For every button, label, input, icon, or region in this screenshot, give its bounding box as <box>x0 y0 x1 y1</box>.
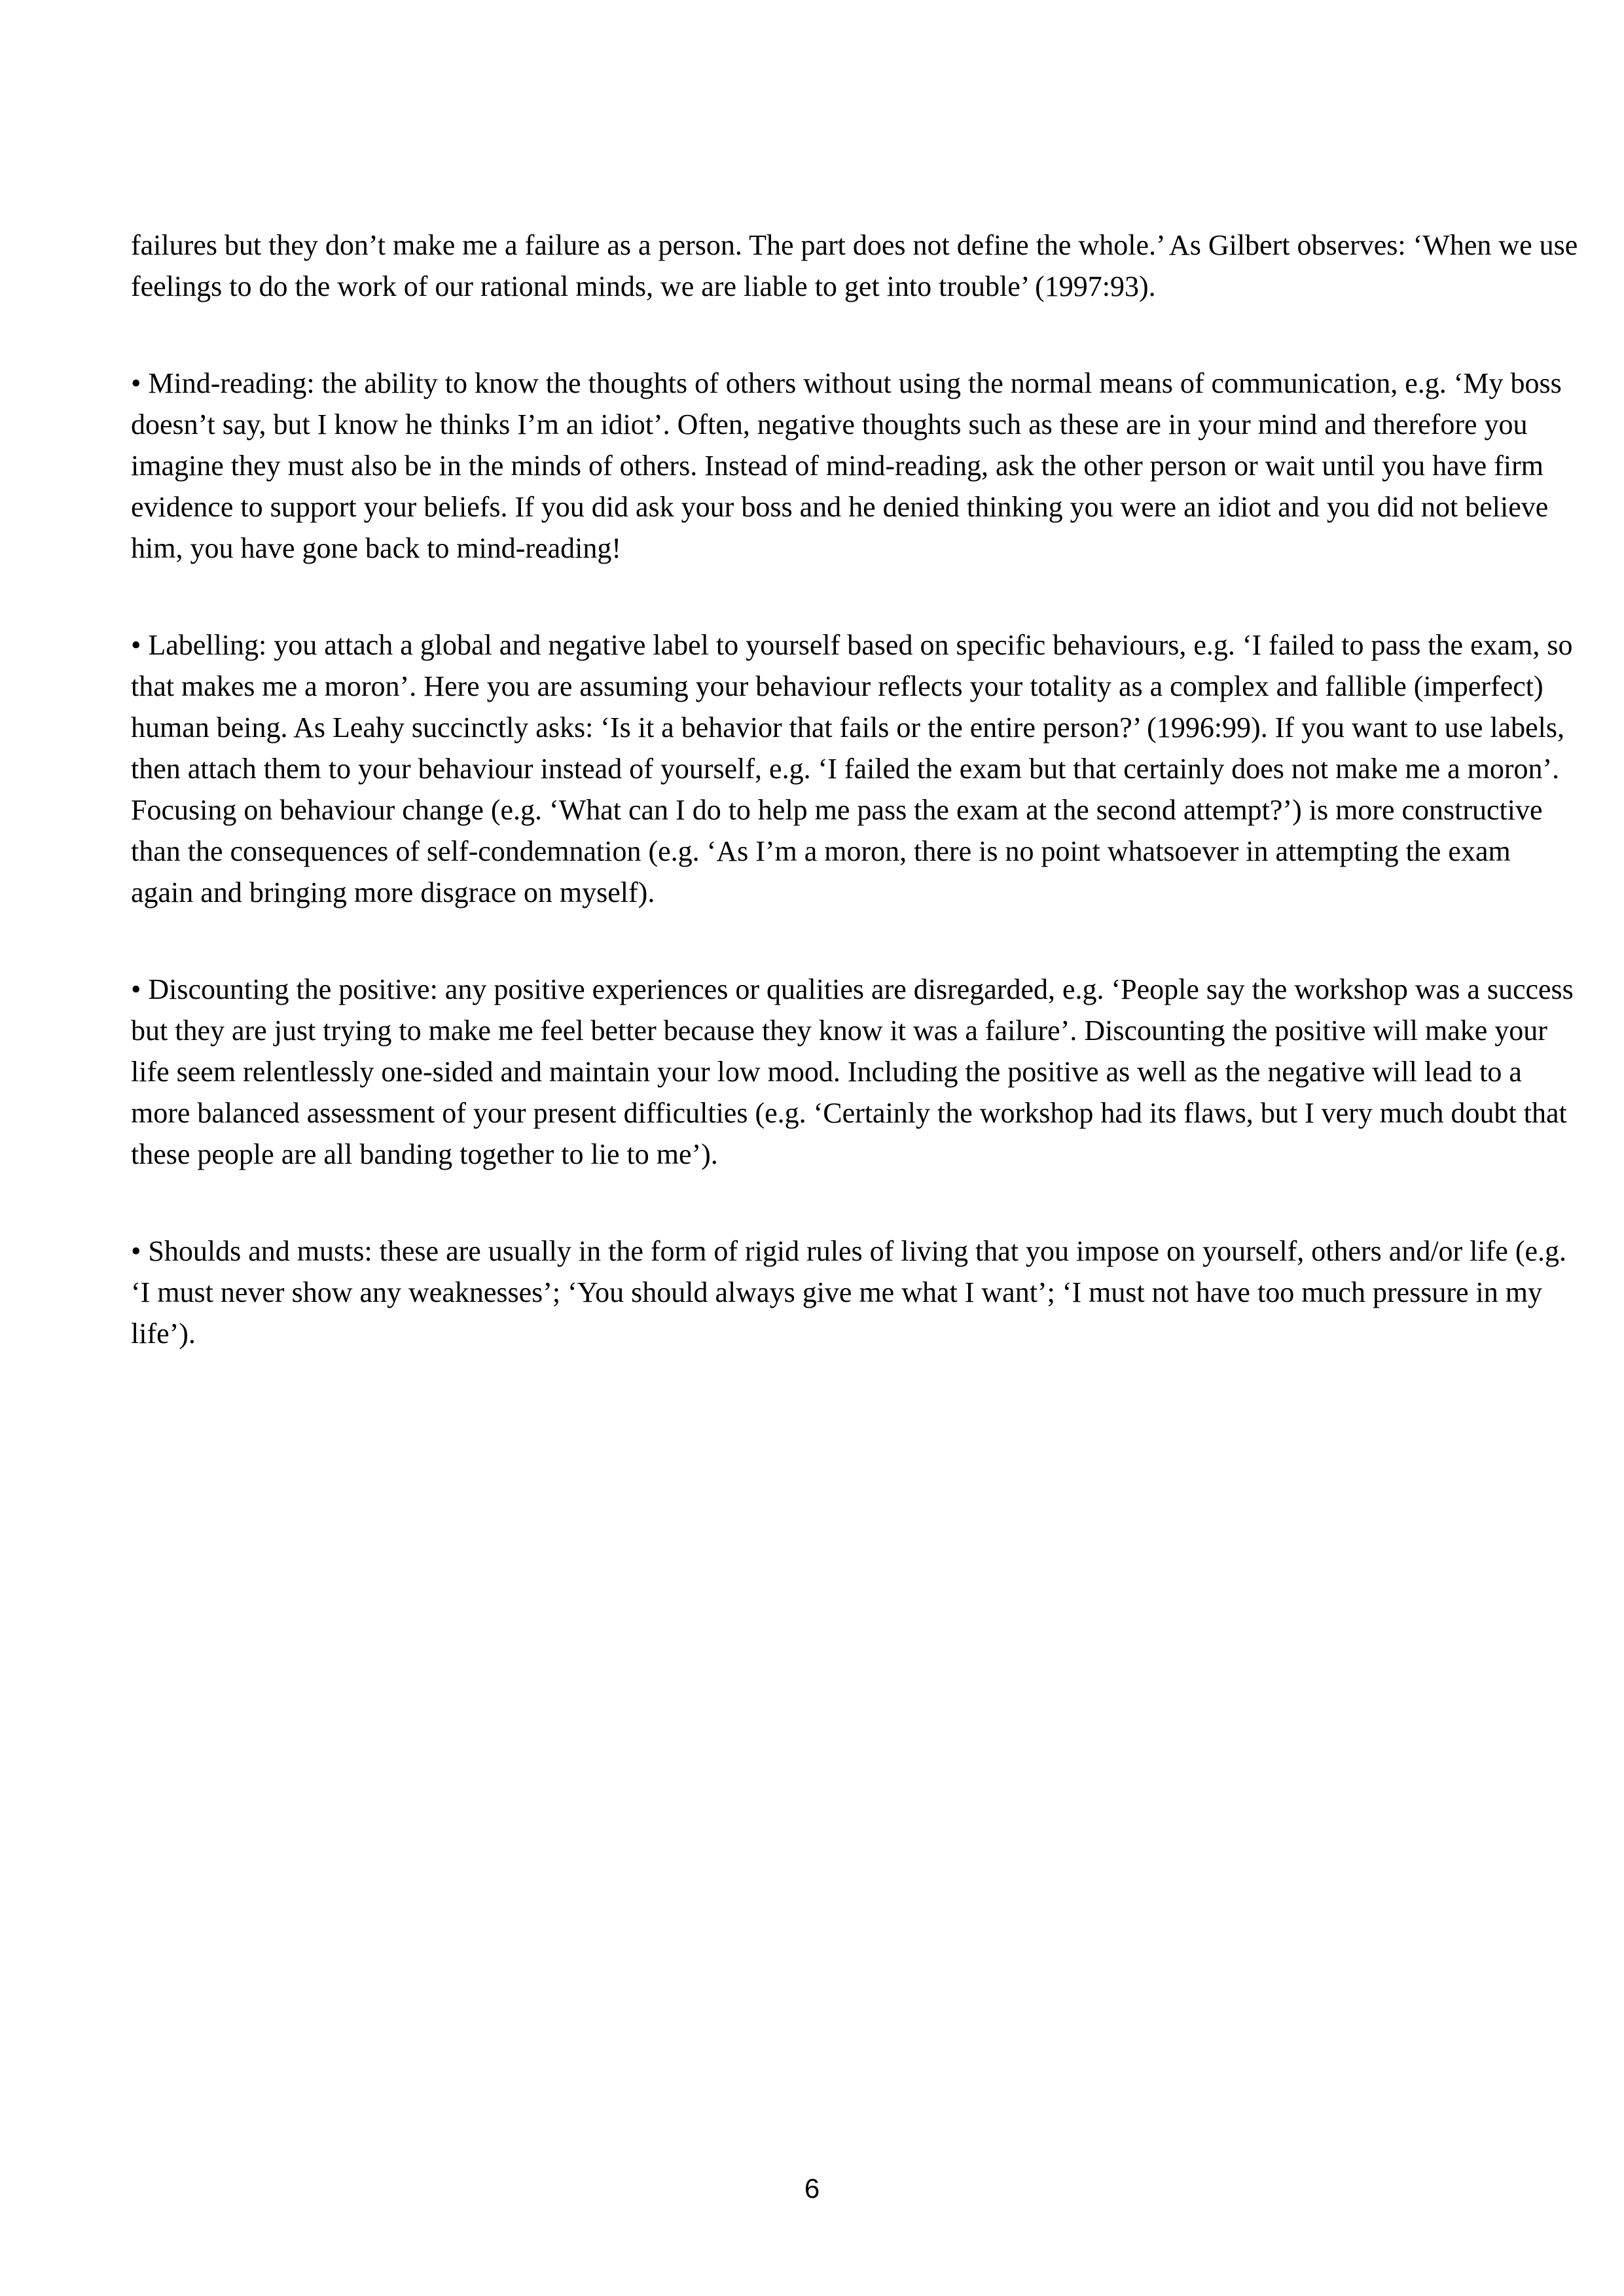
page-number: 6 <box>804 2173 820 2204</box>
bullet-paragraph-labelling: • Labelling: you attach a global and negative label to yourself based on specific behaviours, e.g. ‘I failed to pass the exam, so that makes me a moron’. Here you are assuming your behaviour reflects your totality as a complex and fallible (imperfect) human being. As Leahy succinctly asks: ‘Is it a behavior that fails or the entire person?’ (1996:99). If you want to use labels, then attach them to your behaviour instead of yourself, e.g. ‘I failed the exam but that certainly does not make me a moron’. Focusing on behaviour change (e.g. ‘What can I do to help me pass the exam at the second attempt?’) is more constructive than the consequences of self-condemnation (e.g. ‘As I’m a moron, there is no point whatsoever in attempting the exam again and bringing more disgrace on myself). <box>131 629 1573 908</box>
paragraph-intro-continuation: failures but they don’t make me a failure as a person. The part does not define the whole.’ As Gilbert observes: ‘When we use feelings to do the work of our rational minds, we are liable to get into trouble’ (1997:93). <box>131 229 1578 302</box>
bullet-paragraph-shoulds-and-musts: • Shoulds and musts: these are usually in the form of rigid rules of living that you impose on yourself, others and/or life (e.g. ‘I must never show any weaknesses’; ‘You should always give me what I want’; ‘I must not have too much pressure in my life’). <box>131 1235 1567 1350</box>
bullet-paragraph-discounting-the-positive: • Discounting the positive: any positive experiences or qualities are disregarded, e.g. ‘People say the workshop was a success but they are just trying to make me feel better because they know it was a failure’. Discounting the positive will make your life seem relentlessly one-sided and maintain your low mood. Including the positive as well as the negative will lead to a more balanced assessment of your present difficulties (e.g. ‘Certainly the workshop had its flaws, but I very much doubt that these people are all banding together to lie to me’). <box>131 973 1574 1170</box>
bullet-paragraph-mind-reading: • Mind-reading: the ability to know the thoughts of others without using the normal means of communication, e.g. ‘My boss doesn’t say, but I know he thinks I’m an idiot’. Often, negative thoughts such as these are in your mind and therefore you imagine they must also be in the minds of others. Instead of mind-reading, ask the other person or wait until you have firm evidence to support your beliefs. If you did ask your boss and he denied thinking you were an idiot and you did not believe him, you have gone back to mind-reading! <box>131 367 1562 564</box>
body-text <box>131 224 1579 1410</box>
